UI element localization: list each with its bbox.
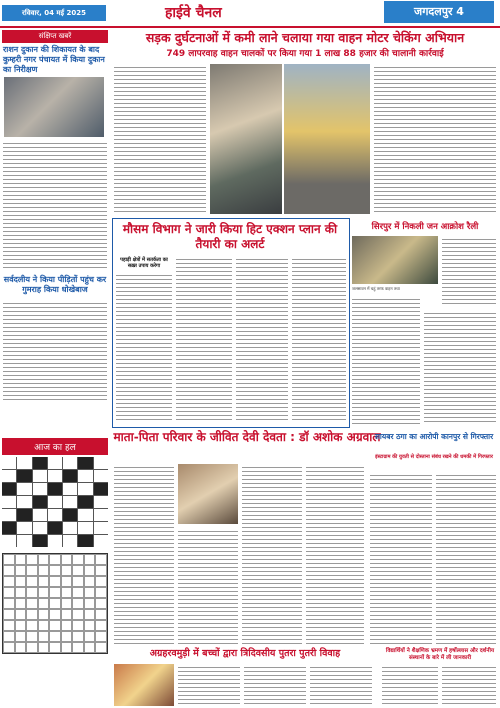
wedding-text-col-1 <box>178 664 240 706</box>
weather-text-col-3 <box>236 256 288 422</box>
masthead <box>0 0 500 26</box>
brief-headline-1: राशन दुकान की शिकायत के बाद कुम्हरी नगर पंचायत में किया दुकान का निरीक्षण <box>3 45 105 74</box>
brief-text-2 <box>3 300 107 400</box>
lead-photo-checking <box>210 64 282 214</box>
tribute-text-col-4 <box>306 464 364 644</box>
tribute-text-col-1 <box>114 464 174 644</box>
students-text-col-2 <box>442 664 496 706</box>
brief-headline-2: सर्वदलीय ने किया पीड़ितों पहुंच कर गुमराह किया धोखेबाज <box>3 275 107 294</box>
tribute-text-col-3 <box>242 464 302 644</box>
issue-date: रविवार, 04 मई 2025 <box>2 5 106 21</box>
weather-text-col-2 <box>176 256 232 422</box>
paper-name: हाईवे चैनल <box>165 5 222 21</box>
tribute-headline: माता-पिता परिवार के जीवित देवी देवता : डॉ अशोक अग्रवाल <box>113 430 381 444</box>
rally-text-col-1 <box>352 296 420 424</box>
rally-photo <box>352 236 438 284</box>
lead-subhead: 749 लापरवाह वाहन चालकों पर किया गया 1 लाख 88 हजार की चालानी कार्रवाई <box>166 49 444 59</box>
wedding-photo <box>114 664 174 706</box>
city-banner <box>384 1 494 23</box>
wedding-text-col-3 <box>310 664 372 706</box>
briefs-column <box>0 28 110 428</box>
city-name: जगदलपुर <box>414 5 453 18</box>
wedding-headline: अग्रहरवमुड़ी में बच्चों द्वारा त्रिदिवसीय पुतरा पुतरी विवाह <box>149 648 341 659</box>
arrest-text-col-1 <box>370 472 432 644</box>
lead-photo-vehicle <box>284 64 370 214</box>
brief-photo-1 <box>4 77 104 137</box>
weather-side-head: पहाड़ी क्षेत्रों में सतर्कता का सख़्त उपाय करेगा <box>120 257 168 269</box>
weather-text-col-1 <box>116 272 172 422</box>
arrest-headline: सायबर ठगा का आरोपी कानपुर से गिरफ्तार <box>374 432 494 441</box>
wedding-text-col-2 <box>244 664 306 706</box>
students-headline: विद्यार्थियों ने शैक्षणिक भ्रमण में हर्षोल्लास और दर्शनीय संस्थानों के बारे में ली जानकारी <box>385 648 495 661</box>
students-text-col-1 <box>382 664 438 706</box>
sudoku-grid <box>2 553 108 654</box>
crossword-grid <box>2 457 108 547</box>
arrest-subhead: इंस्टाग्राम की युवती से दोस्ताना संबंध रखने की धमकी में गिरफ्तार <box>375 454 493 460</box>
lead-headline: सड़क दुर्घटनाओं में कमी लाने चलाया गया वाहन मोटर चेकिंग अभियान <box>145 30 465 45</box>
briefs-title: संक्षिप्त खबरें <box>2 30 108 43</box>
weather-headline: मौसम विभाग ने जारी किया हिट एक्शन प्लान की तैयारी का अलर्ट <box>122 222 338 251</box>
puzzle-title: आज का हल <box>2 438 108 455</box>
puzzle-box <box>2 438 108 703</box>
tribute-text-col-2 <box>178 528 238 644</box>
rally-text-side <box>442 236 496 306</box>
lead-text-col-1 <box>114 64 206 214</box>
rally-text-col-2 <box>424 310 496 424</box>
rally-photo-caption: जलसावन में चहुं तरफ वाहन तथा <box>352 286 400 291</box>
lead-text-col-2 <box>374 64 496 214</box>
arrest-text-col-2 <box>436 472 496 644</box>
tribute-photo <box>178 464 238 524</box>
page-number: 4 <box>456 5 464 18</box>
weather-text-col-4 <box>292 256 346 422</box>
rally-headline: सिरपुर में निकली जन आक्रोश रैली <box>371 222 479 232</box>
brief-text-1 <box>3 140 107 270</box>
